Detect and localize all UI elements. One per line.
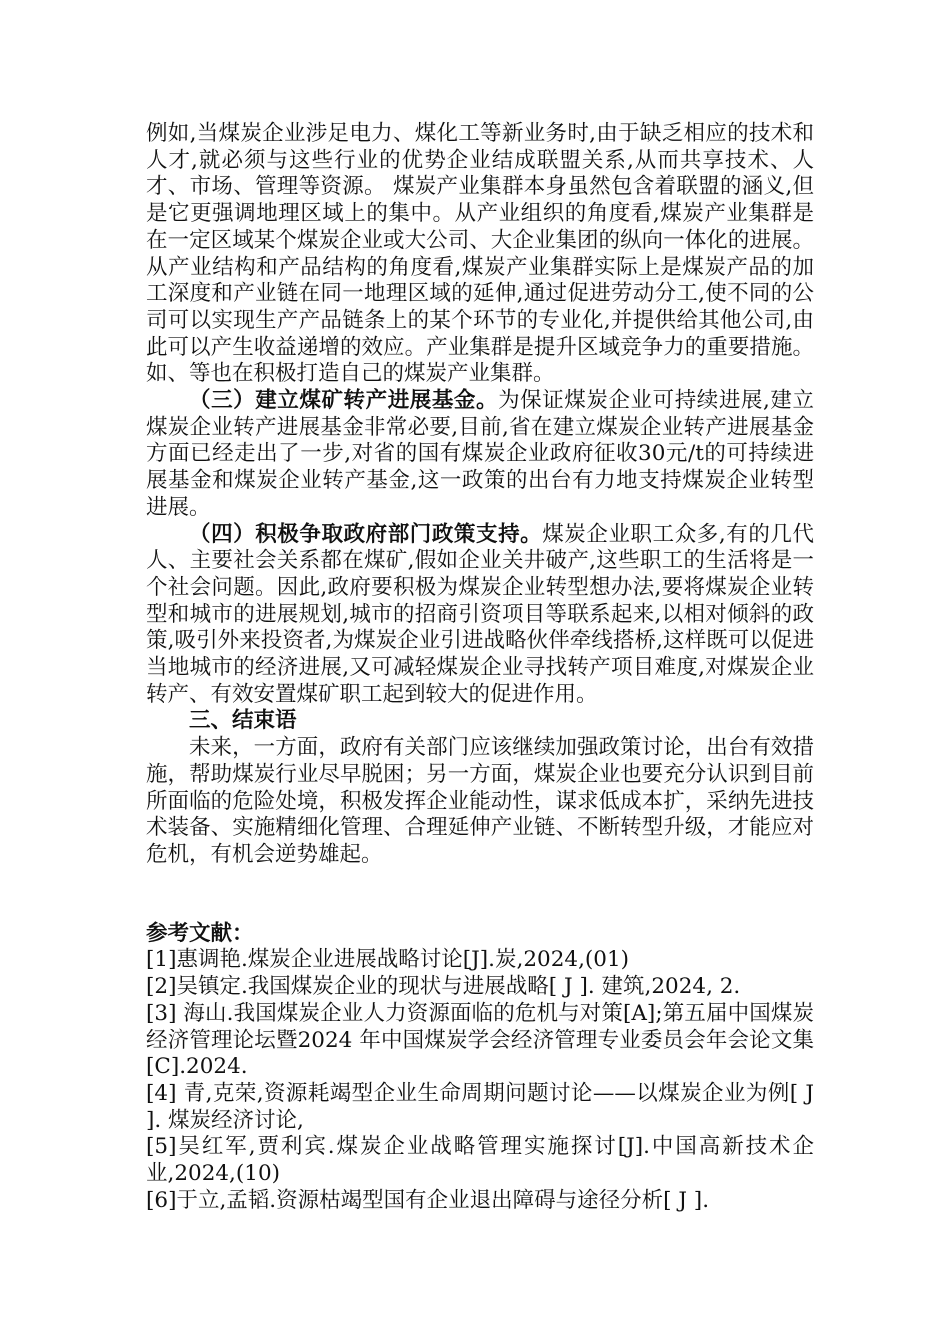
references-title: 参考文献： [146, 920, 254, 946]
paragraph-government-support [146, 522, 814, 709]
section-title-government-support: （四）积极争取政府部门政策支持。 [189, 521, 543, 547]
paragraph-conclusion: 未来，一方面，政府有关部门应该继续加强政策讨论，出台有效措施，帮助煤炭行业尽早脱困；另一方面，煤炭企业也要充分认识到目前所面临的危险处境，积极发挥企业能动性，谋求低成本扩，采纳先进技术装备、实施精细化管理、合理延伸产业链、不断转型升级，才能应对危机，有机会逆势雄起。 [146, 735, 814, 867]
reference-item: [2]吴镇定.我国煤炭企业的现状与进展战略[ J ]. 建筑,2024, 2. [146, 974, 741, 1000]
reference-item: [1]惠调艳.煤炭企业进展战略讨论[J].炭,2024,(01) [146, 947, 630, 973]
reference-item: [3] 海山.我国煤炭企业人力资源面临的危机与对策[A];第五届中国煤炭经济管理论坛暨2024 年中国煤炭学会经济管理专业委员会年会论文集[C].2024. [146, 1000, 814, 1080]
paragraph-industrial-cluster: 例如,当煤炭企业涉足电力、煤化工等新业务时,由于缺乏相应的技术和人才,就必须与这些行业的优势企业结成联盟关系,从而共享技术、人才、市场、管理等资源。 煤炭产业集群本身虽然包含着联盟的涵义,但是它更强调地理区域上的集中。从产业组织的角度看,煤炭产业集群是在一定区域某个煤炭企业或大公司、大企业集团的纵向一体化的进展。从产业结构和产品结构的角度看,煤炭产业集群实际上是煤炭产品的加工深度和产业链在同一地理区域的延伸,通过促进劳动分工,使不同的公司可以实现生产产品链条上的某个环节的专业化,并提供给其他公司,由此可以产生收益递增的效应。产业集群是提升区域竞争力的重要措施。如、等也在积极打造自己的煤炭产业集群。 [146, 121, 814, 387]
reference-item: [4] 青,克荣,资源耗竭型企业生命周期问题讨论——以煤炭企业为例[ J ]. 煤炭经济讨论, [146, 1080, 814, 1133]
section-heading-conclusion: 三、结束语 [189, 708, 297, 734]
paragraph-body-government-support: 煤炭企业职工众多,有的几代人、主要社会关系都在煤矿,假如企业关井破产,这些职工的生活将是一个社会问题。因此,政府要积极为煤炭企业转型想办法,要将煤炭企业转型和城市的进展规划,城市的招商引资项目等联系起来,以相对倾斜的政策,吸引外来投资者,为煤炭企业引进战略伙伴牵线搭桥,这样既可以促进当地城市的经济进展,又可减轻煤炭企业寻找转产项目难度,对煤炭企业转产、有效安置煤矿职工起到较大的促进作用。 [146, 521, 814, 707]
reference-item: [6]于立,孟韬.资源枯竭型国有企业退出障碍与途径分析[ J ]. [146, 1187, 710, 1213]
paragraph-transition-fund [146, 388, 814, 522]
paragraph-body-transition-fund: 为保证煤炭企业可持续进展,建立煤炭企业转产进展基金非常必要,目前,省在建立煤炭企业转产进展基金方面已经走出了一步,对省的国有煤炭企业政府征收30元/t的可持续进展基金和煤炭企业转产基金,这一政策的出台有力地支持煤炭企业转型进展。 [146, 388, 814, 520]
spacer [146, 869, 814, 921]
document-page [146, 121, 814, 1214]
reference-item: [5]吴红军,贾利宾.煤炭企业战略管理实施探讨[J].中国高新技术企业,2024,(10) [146, 1134, 814, 1187]
section-title-transition-fund: （三）建立煤矿转产进展基金。 [189, 388, 499, 414]
